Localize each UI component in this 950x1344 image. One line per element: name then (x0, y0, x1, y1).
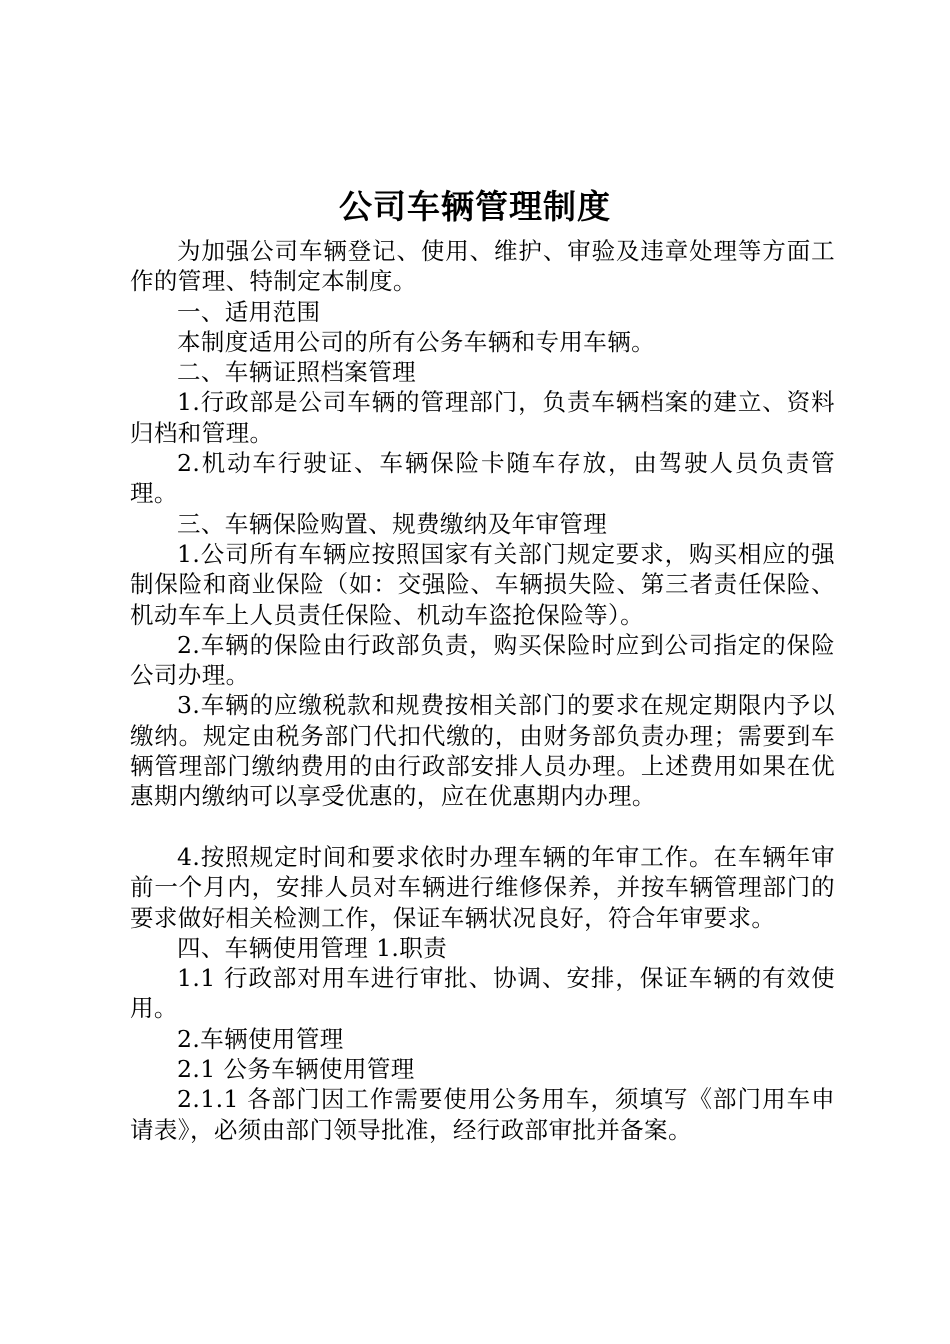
intro-paragraph: 为加强公司车辆登记、使用、维护、审验及违章处理等方面工作的管理、特制定本制度。 (130, 237, 835, 296)
documents-item-1: 1.行政部是公司车辆的管理部门，负责车辆档案的建立、资料归档和管理。 (130, 388, 835, 447)
section-heading-usage: 四、车辆使用管理 1.职责 (177, 933, 448, 962)
scope-paragraph: 本制度适用公司的所有公务车辆和专用车辆。 (177, 327, 655, 356)
usage-item-1-1: 1.1 行政部对用车进行审批、协调、安排，保证车辆的有效使用。 (130, 964, 835, 1023)
documents-item-2: 2.机动车行驶证、车辆保险卡随车存放，由驾驶人员负责管理。 (130, 449, 835, 508)
insurance-item-3: 3.车辆的应缴税款和规费按相关部门的要求在规定期限内予以缴纳。规定由税务部门代扣代缴的，由财务部负责办理；需要到车辆管理部门缴纳费用的由行政部安排人员办理。上述费用如果在优惠期内缴纳可以享受优惠的，应在优惠期内办理。 (130, 691, 835, 811)
insurance-item-4: 4.按照规定时间和要求依时办理车辆的年审工作。在车辆年审前一个月内，安排人员对车辆进行维修保养，并按车辆管理部门的要求做好相关检测工作，保证车辆状况良好，符合年审要求。 (130, 842, 835, 932)
section-heading-documents: 二、车辆证照档案管理 (177, 358, 416, 387)
usage-subheading-2-1: 2.1 公务车辆使用管理 (177, 1055, 415, 1084)
section-heading-scope: 一、适用范围 (177, 297, 321, 326)
usage-subheading-2: 2.车辆使用管理 (177, 1024, 344, 1053)
document-title: 公司车辆管理制度 (339, 187, 611, 226)
usage-item-2-1-1: 2.1.1 各部门因工作需要使用公务用车，须填写《部门用车申请表》，必须由部门领导批准，经行政部审批并备案。 (130, 1085, 835, 1144)
insurance-item-2: 2.车辆的保险由行政部负责，购买保险时应到公司指定的保险公司办理。 (130, 630, 835, 690)
document-body (130, 236, 835, 1145)
insurance-item-1: 1.公司所有车辆应按照国家有关部门规定要求，购买相应的强制保险和商业保险（如：交强险、车辆损失险、第三者责任保险、机动车车上人员责任保险、机动车盗抢保险等）。 (130, 539, 835, 629)
section-heading-insurance: 三、车辆保险购置、规费缴纳及年审管理 (177, 509, 608, 538)
